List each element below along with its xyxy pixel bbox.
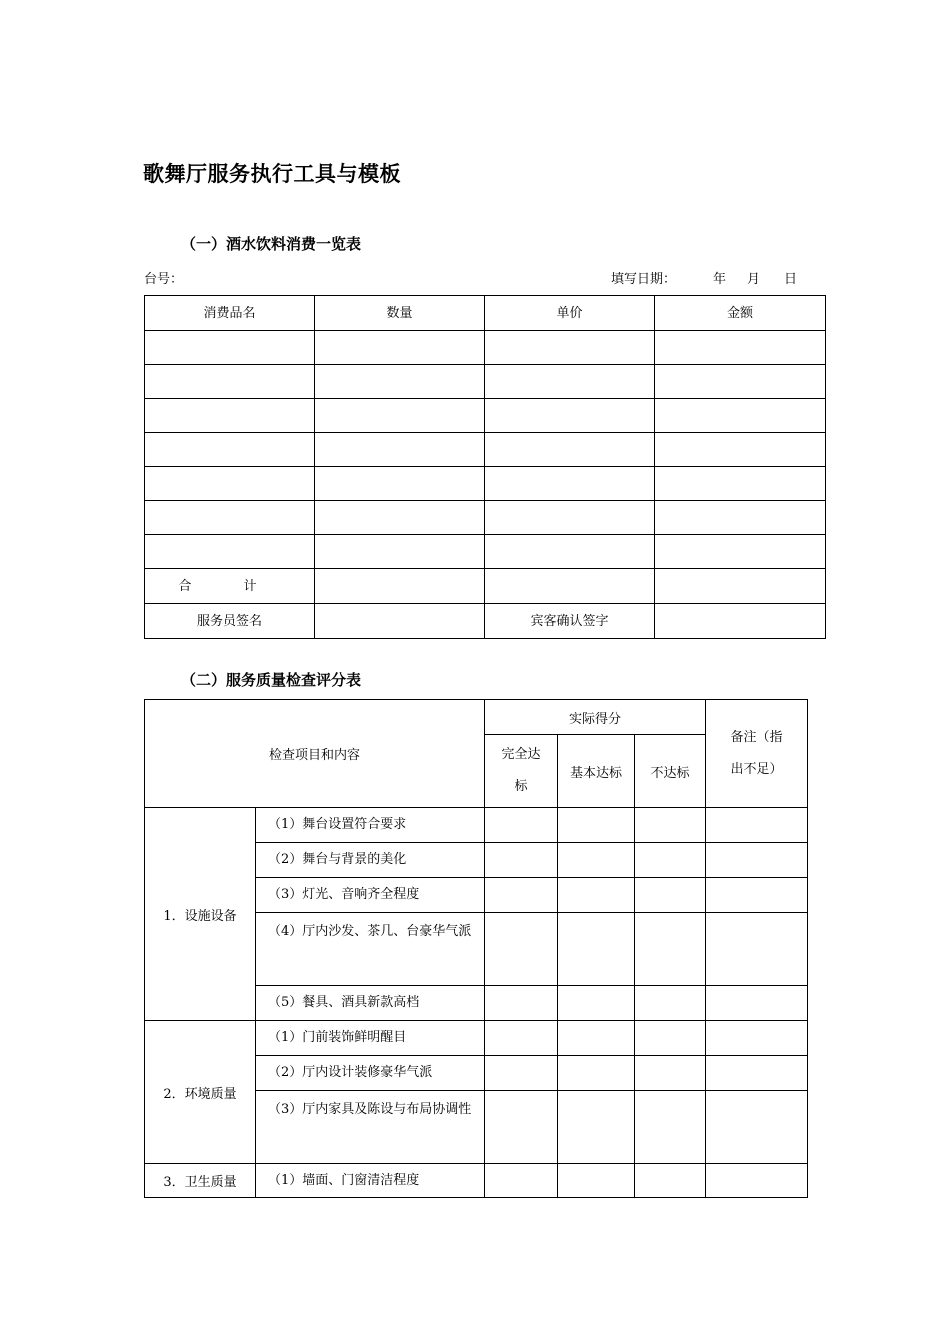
total-price-cell[interactable] [485, 569, 655, 604]
header-amount: 金额 [655, 296, 826, 331]
table-row [145, 535, 826, 569]
score-cell[interactable] [558, 843, 635, 878]
guest-signature-cell[interactable] [655, 604, 826, 639]
score-cell[interactable] [635, 808, 706, 843]
score-cell[interactable] [485, 1021, 558, 1056]
header-not-met: 不达标 [635, 735, 706, 808]
item-cell[interactable] [145, 331, 315, 365]
table-row [145, 1021, 808, 1056]
header-quantity: 数量 [315, 296, 485, 331]
quantity-cell[interactable] [315, 467, 485, 501]
group-facilities: 1．设施设备 [145, 808, 256, 1021]
table-row [145, 331, 826, 365]
note-cell[interactable] [706, 1091, 808, 1164]
header-actual-score: 实际得分 [485, 700, 706, 735]
note-cell[interactable] [706, 986, 808, 1021]
section1-title: （一）酒水饮料消费一览表 [181, 235, 362, 253]
quantity-cell[interactable] [315, 501, 485, 535]
header-check-items: 检查项目和内容 [145, 700, 485, 808]
score-cell[interactable] [635, 878, 706, 913]
note-cell[interactable] [706, 808, 808, 843]
check-item: （2）厅内设计装修豪华气派 [256, 1056, 485, 1091]
note-cell[interactable] [706, 878, 808, 913]
table-row [145, 808, 808, 843]
price-cell[interactable] [485, 535, 655, 569]
score-cell[interactable] [558, 986, 635, 1021]
amount-cell[interactable] [655, 433, 826, 467]
table-row [145, 1164, 808, 1198]
score-cell[interactable] [485, 878, 558, 913]
total-quantity-cell[interactable] [315, 569, 485, 604]
month-label: 月 [747, 272, 761, 287]
quantity-cell[interactable] [315, 365, 485, 399]
header-unit-price: 单价 [485, 296, 655, 331]
check-item: （3）厅内家具及陈设与布局协调性 [256, 1091, 485, 1164]
day-label: 日 [784, 272, 798, 287]
quantity-cell[interactable] [315, 399, 485, 433]
quantity-cell[interactable] [315, 331, 485, 365]
check-item: （1）门前装饰鲜明醒目 [256, 1021, 485, 1056]
score-cell[interactable] [558, 808, 635, 843]
score-cell[interactable] [485, 986, 558, 1021]
item-cell[interactable] [145, 433, 315, 467]
score-cell[interactable] [558, 913, 635, 986]
amount-cell[interactable] [655, 467, 826, 501]
table-row [145, 467, 826, 501]
note-cell[interactable] [706, 913, 808, 986]
table-row [145, 501, 826, 535]
table-row [145, 365, 826, 399]
check-item: （5）餐具、酒具新款高档 [256, 986, 485, 1021]
header-remarks: 备注（指出不足） [706, 700, 808, 808]
price-cell[interactable] [485, 501, 655, 535]
item-cell[interactable] [145, 501, 315, 535]
score-cell[interactable] [558, 1021, 635, 1056]
score-cell[interactable] [558, 878, 635, 913]
score-cell[interactable] [558, 1164, 635, 1198]
score-cell[interactable] [558, 1091, 635, 1164]
amount-cell[interactable] [655, 331, 826, 365]
fill-date-label: 填写日期： [611, 272, 677, 287]
note-cell[interactable] [706, 1056, 808, 1091]
score-cell[interactable] [635, 1056, 706, 1091]
section2-title: （二）服务质量检查评分表 [181, 671, 362, 689]
item-cell[interactable] [145, 535, 315, 569]
score-cell[interactable] [485, 1056, 558, 1091]
note-cell[interactable] [706, 1021, 808, 1056]
score-cell[interactable] [485, 843, 558, 878]
note-cell[interactable] [706, 1164, 808, 1198]
group-environment: 2．环境质量 [145, 1021, 256, 1164]
header-basically-met: 基本达标 [558, 735, 635, 808]
score-cell[interactable] [635, 843, 706, 878]
waiter-signature-label: 服务员签名 [145, 604, 315, 639]
drinks-consumption-table [144, 295, 826, 639]
waiter-signature-cell[interactable] [315, 604, 485, 639]
total-amount-cell[interactable] [655, 569, 826, 604]
guest-confirm-label: 宾客确认签字 [485, 604, 655, 639]
price-cell[interactable] [485, 331, 655, 365]
quantity-cell[interactable] [315, 433, 485, 467]
amount-cell[interactable] [655, 399, 826, 433]
score-cell[interactable] [635, 1091, 706, 1164]
note-cell[interactable] [706, 843, 808, 878]
document-title: 歌舞厅服务执行工具与模板 [143, 162, 401, 186]
score-cell[interactable] [558, 1056, 635, 1091]
table-number-label: 台号： [144, 272, 184, 287]
year-label: 年 [713, 272, 727, 287]
amount-cell[interactable] [655, 535, 826, 569]
table-row [145, 433, 826, 467]
header-item-name: 消费品名 [145, 296, 315, 331]
quantity-cell[interactable] [315, 535, 485, 569]
score-cell[interactable] [485, 913, 558, 986]
item-cell[interactable] [145, 365, 315, 399]
price-cell[interactable] [485, 365, 655, 399]
score-cell[interactable] [485, 808, 558, 843]
score-cell[interactable] [635, 913, 706, 986]
amount-cell[interactable] [655, 365, 826, 399]
group-hygiene: 3．卫生质量 [145, 1164, 256, 1198]
score-cell[interactable] [635, 1164, 706, 1198]
header-fully-met: 完全达标 [485, 735, 558, 808]
score-cell[interactable] [485, 1091, 558, 1164]
total-label: 合 计 [145, 569, 315, 604]
table-row [145, 399, 826, 433]
check-item: （1）舞台设置符合要求 [256, 808, 485, 843]
item-cell[interactable] [145, 467, 315, 501]
amount-cell[interactable] [655, 501, 826, 535]
score-cell[interactable] [485, 1164, 558, 1198]
service-quality-table [144, 699, 808, 1198]
check-item: （3）灯光、音响齐全程度 [256, 878, 485, 913]
price-cell[interactable] [485, 467, 655, 501]
score-cell[interactable] [635, 986, 706, 1021]
check-item: （4）厅内沙发、茶几、台豪华气派 [256, 913, 485, 986]
check-item: （2）舞台与背景的美化 [256, 843, 485, 878]
price-cell[interactable] [485, 399, 655, 433]
item-cell[interactable] [145, 399, 315, 433]
price-cell[interactable] [485, 433, 655, 467]
score-cell[interactable] [635, 1021, 706, 1056]
check-item: （1）墙面、门窗清洁程度 [256, 1164, 485, 1198]
